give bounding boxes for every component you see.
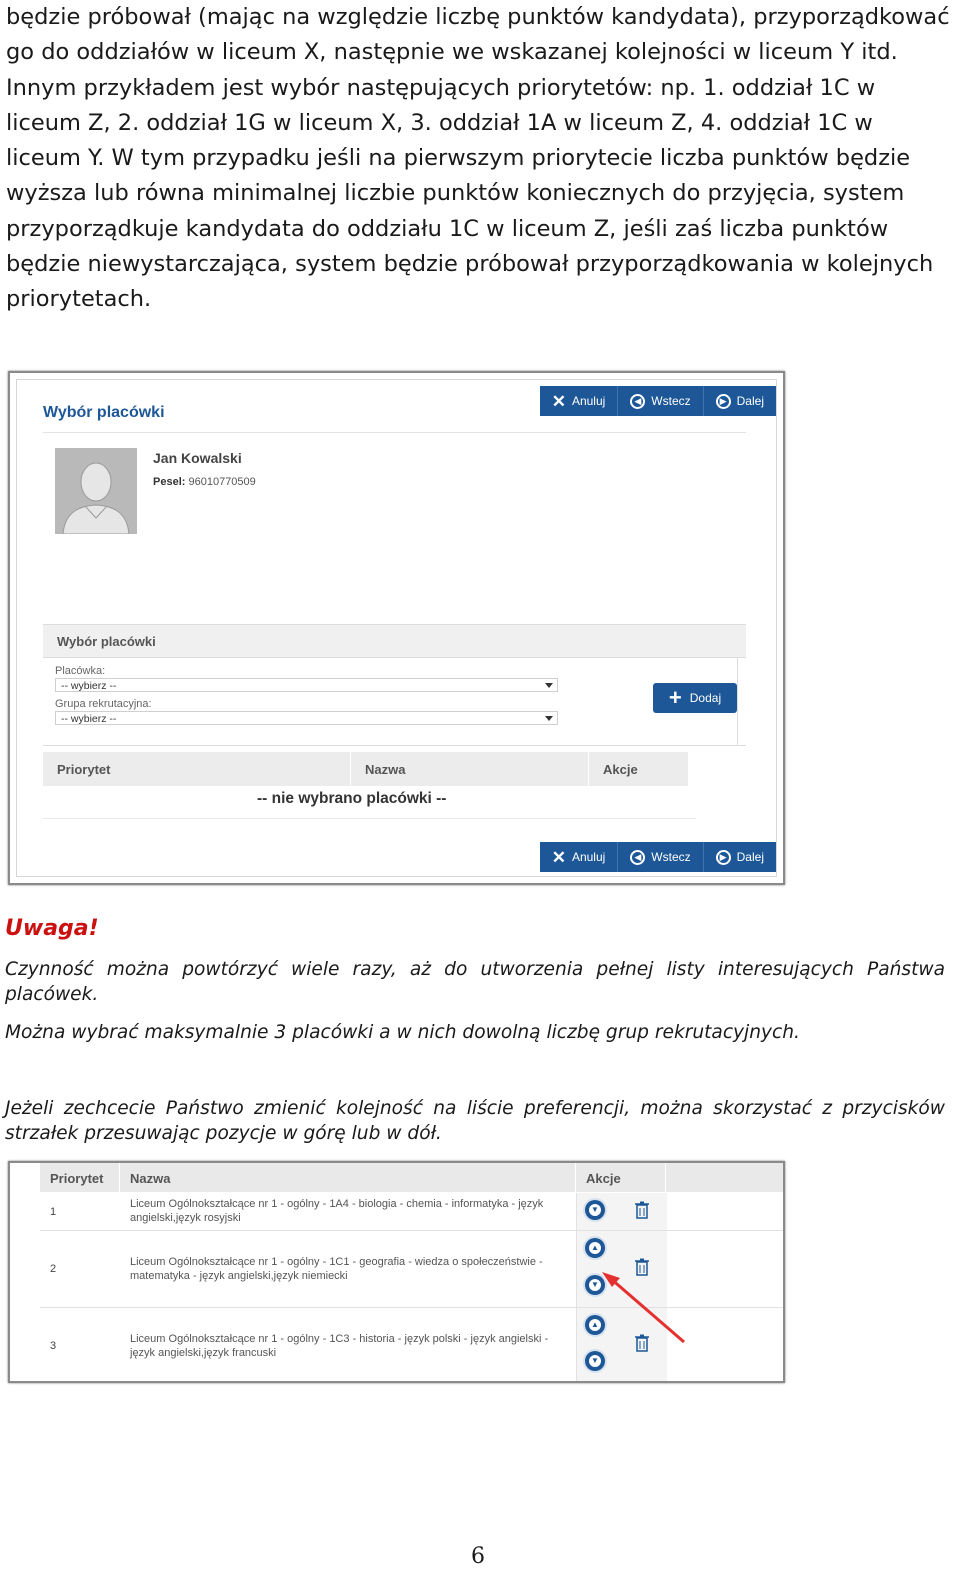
back-label: Wstecz xyxy=(651,850,691,864)
notice-title: Uwaga! xyxy=(5,916,99,941)
group-select-value: -- wybierz -- xyxy=(61,713,117,725)
pesel-label: Pesel: xyxy=(153,476,186,488)
dropdown-arrow-icon xyxy=(545,716,553,721)
next-label: Dalej xyxy=(736,394,764,408)
name-column-header: Nazwa xyxy=(120,1163,576,1192)
school-select[interactable] xyxy=(55,678,558,692)
arrow-left-icon: ◀ xyxy=(630,394,645,409)
row-name: Liceum Ogólnokształcące nr 1 - ogólny - 1A4 - biologia - chemia - informatyka - język angielski,język rosyjski xyxy=(130,1198,544,1224)
dropdown-arrow-icon xyxy=(545,683,553,688)
notice-line-2: Można wybrać maksymalnie 3 placówki a w nich dowolną liczbę grup rekrutacyjnych. xyxy=(5,1022,800,1043)
cancel-button[interactable] xyxy=(540,842,618,872)
actions-column-header: Akcje xyxy=(589,752,689,786)
priority-column-header: Priorytet xyxy=(40,1163,120,1192)
form-divider xyxy=(737,657,738,745)
arrow-right-icon: ▶ xyxy=(716,850,731,865)
arrow-down-icon: ▼ xyxy=(589,1204,601,1216)
table-row xyxy=(40,1193,785,1231)
move-down-button[interactable] xyxy=(585,1200,605,1220)
page-number: 6 xyxy=(471,1544,485,1569)
row-name: Liceum Ogólnokształcące nr 1 - ogólny - 1C3 - historia - język polski - język angielski - język angielski,język francuski xyxy=(130,1333,549,1359)
person-silhouette-icon xyxy=(55,448,137,534)
school-select-value: -- wybierz -- xyxy=(61,680,117,692)
close-icon: ✕ xyxy=(551,847,566,867)
arrow-down-icon: ▼ xyxy=(589,1355,601,1367)
intro-text xyxy=(6,0,951,318)
pesel-value: 96010770509 xyxy=(188,476,256,488)
next-button[interactable] xyxy=(703,842,776,872)
page-title: Wybór placówki xyxy=(43,404,165,421)
cancel-button[interactable] xyxy=(540,386,618,416)
name-column-header: Nazwa xyxy=(351,752,589,786)
table-divider xyxy=(43,818,696,819)
row-name: Liceum Ogólnokształcące nr 1 - ogólny - 1C1 - geografia - wiedza o społeczeństwie - matematyka - język angielski,język niemiecki xyxy=(130,1256,543,1282)
row-actions xyxy=(576,1193,667,1230)
group-label: Grupa rekrutacyjna: xyxy=(55,698,152,710)
arrow-left-icon: ◀ xyxy=(630,850,645,865)
add-label: Dodaj xyxy=(689,691,722,705)
cancel-label: Anuluj xyxy=(571,850,606,864)
school-selection-window xyxy=(16,379,777,877)
notice-line-3: Jeżeli zechcecie Państwo zmienić kolejność na liście preferencji, można skorzystać z przycisków strzałek przesuwając pozycje w górę lub w dół. xyxy=(5,1098,945,1144)
avatar xyxy=(55,448,137,534)
back-label: Wstecz xyxy=(651,394,691,408)
empty-list-message: -- nie wybrano placówki -- xyxy=(257,790,447,807)
notice-line-1: Czynność można powtórzyć wiele razy, aż do utworzenia pełnej listy interesujących Państwa placówek. xyxy=(5,959,945,1005)
actions-column-header: Akcje xyxy=(576,1163,666,1192)
next-label: Dalej xyxy=(736,850,764,864)
priority-list-header xyxy=(40,1163,785,1192)
selection-form xyxy=(43,657,746,746)
intro-paragraph-2: Innym przykładem jest wybór następujących priorytetów: np. 1. oddział 1C w liceum Z, 2. oddział 1G w liceum X, 3. oddział 1A w liceum Z, 4. oddział 1C w liceum Y. W tym przypadku jeśli na pierwszym priorytecie liczba punktów będzie wyższa lub równa minimalnej liczbie punktów koniecznych do przyjęcia, system przyporządkuje kandydata do oddziału 1C w liceum Z, jeśli zaś liczba punktów będzie niewystarczająca, system będzie próbował przyporządkowania w kolejnych priorytetach. xyxy=(6,74,934,313)
priority-table-header xyxy=(43,752,696,786)
cancel-label: Anuluj xyxy=(571,394,606,408)
back-button[interactable] xyxy=(617,842,702,872)
priority-column-header: Priorytet xyxy=(43,752,351,786)
move-up-button[interactable] xyxy=(585,1238,605,1258)
school-label: Placówka: xyxy=(55,665,106,677)
arrow-up-icon: ▲ xyxy=(589,1319,601,1331)
panel-title: Wybór placówki xyxy=(57,634,156,649)
school-selection-screenshot xyxy=(8,371,785,885)
top-nav-bar xyxy=(540,386,776,416)
row-priority: 2 xyxy=(50,1263,57,1275)
row-priority: 3 xyxy=(50,1340,57,1352)
move-down-button[interactable] xyxy=(585,1351,605,1371)
trash-icon[interactable] xyxy=(635,1201,649,1219)
next-button[interactable] xyxy=(703,386,776,416)
arrow-down-icon: ▼ xyxy=(589,1279,601,1291)
candidate-pesel xyxy=(153,476,256,488)
arrow-right-icon: ▶ xyxy=(716,394,731,409)
group-select[interactable] xyxy=(55,711,558,725)
title-divider xyxy=(43,432,746,433)
intro-paragraph-1: będzie próbował (mając na względzie liczbę punktów kandydata), przyporządkować go do oddziałów w liceum X, następnie we wskazanej kolejności w liceum Y itd. xyxy=(6,4,950,66)
bottom-nav-bar xyxy=(540,842,776,872)
arrow-up-icon: ▲ xyxy=(589,1242,601,1254)
red-arrow-annotation xyxy=(590,1270,690,1350)
back-button[interactable] xyxy=(617,386,702,416)
add-button[interactable] xyxy=(653,683,737,713)
close-icon: ✕ xyxy=(551,391,566,411)
candidate-name: Jan Kowalski xyxy=(153,450,242,466)
row-priority: 1 xyxy=(50,1206,57,1218)
plus-icon: + xyxy=(668,685,682,710)
selection-panel-header xyxy=(43,624,746,658)
